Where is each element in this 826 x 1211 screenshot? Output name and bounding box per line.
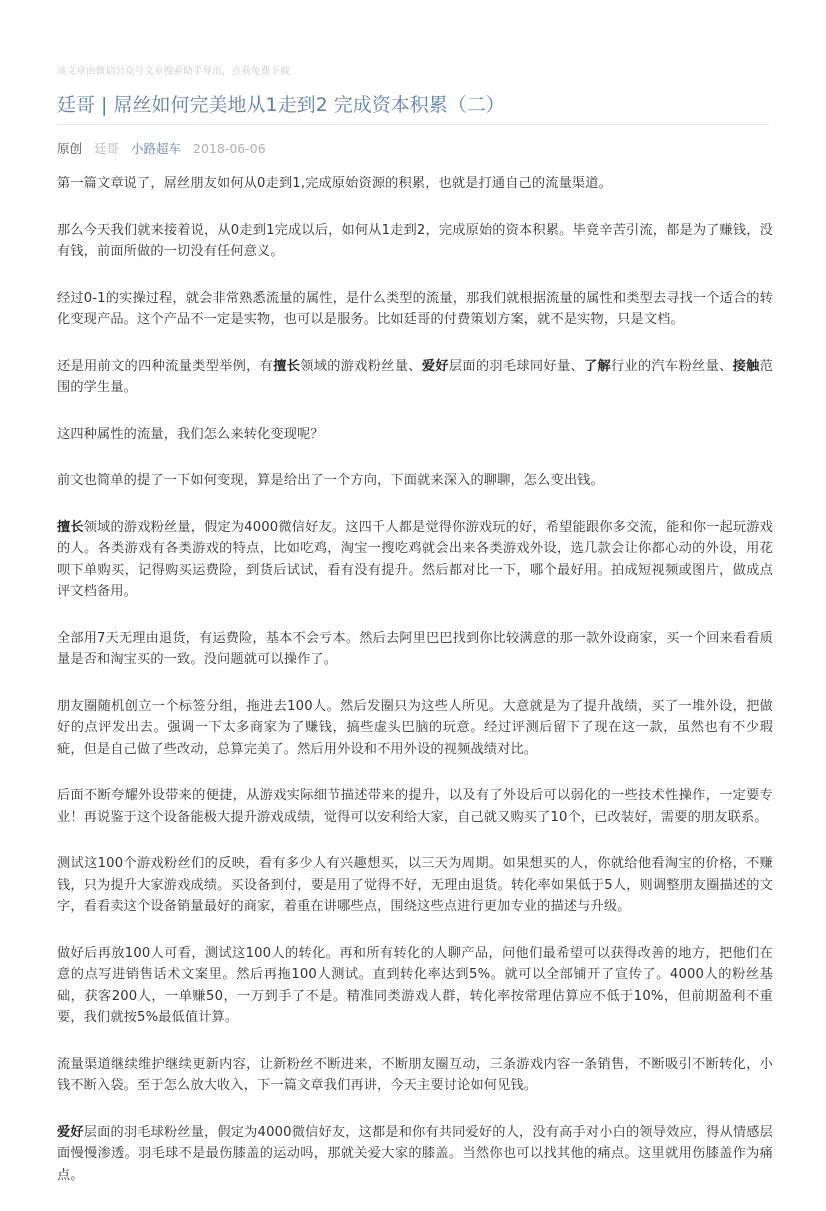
paragraph-10: 后面不断夸耀外设带来的便捷，从游戏实际细节描述带来的提升，以及有了外设后可以弱化的一些技术性操作，一定要专业！再说鉴于这个设备能极大提升游戏成绩，觉得可以安利给大家，自己就又购买了10个，已改装好，需要的朋友联系。 [57,788,773,825]
keyword-hobby: 爱好 [57,1124,84,1140]
paragraph-5: 这四种属性的流量，我们怎么来转化变现呢？ [57,426,324,442]
title-divider [57,124,769,125]
article-title: 廷哥 | 屌丝如何完美地从1走到2 完成资本积累（二） [57,94,505,116]
paragraph-7 [57,517,773,603]
paragraph-14 [57,1122,773,1187]
paragraph-3: 经过0-1的实操过程，就会非常熟悉流量的属性，是什么类型的流量，那我们就根据流量的属性和类型去寻找一个适合的转化变现产品。这个产品不一定是实物，也可以是服务。比如廷哥的付费策划方案，就不是实物，只是文档。 [57,290,773,327]
paragraph-4-text: 行业的汽车粉丝量、 [611,358,733,374]
paragraph-12: 做好后再放100人可看，测试这100人的转化。再和所有转化的人聊产品，问他们最希望可以获得改善的地方，把他们在意的点写进销售话术文案里。然后再拖100人测试。直到转化率达到5%。就可以全部铺开了宣传了。4000人的粉丝基础，获客200人，一单赚50，一万到手了不是。精准同类游戏人群，转化率按常理估算应不低于10%，但前期盈利不重要，我们就按5%最低值计算。 [57,945,773,1025]
paragraph-9: 朋友圈随机创立一个标签分组，拖进去100人。然后发圈只为这些人所见。大意就是为了提升战绩，买了一堆外设，把做好的点评发出去。强调一下太多商家为了赚钱，搞些虚头巴脑的玩意。经过评测后留下了现在这一款，虽然也有不少瑕疵，但是自己做了些改动，总算完美了。然后用外设和不用外设的视频战绩对比。 [57,698,773,757]
paragraph-4-text: 领域的游戏粉丝量、 [300,358,422,374]
keyword-good-at: 擅长 [273,358,301,374]
article-meta [57,140,274,158]
original-tag: 原创 [57,141,83,156]
keyword-hobby: 爱好 [421,358,449,374]
paragraph-13: 流量渠道继续维护继续更新内容，让新粉丝不断进来，不断朋友圈互动，三条游戏内容一条销售，不断吸引不断转化，小钱不断入袋。至于怎么放大收入，下一篇文章我们再讲，今天主要讨论如何见钱。 [57,1056,773,1093]
export-notice-link[interactable]: 该文章由微信公众号文章搜索助手导出，点我免费下载 [57,66,290,77]
keyword-contact: 接触 [732,358,760,374]
keyword-understand: 了解 [583,358,612,374]
paragraph-7-text: 领域的游戏粉丝量，假定为4000微信好友。这四千人都是觉得你游戏玩的好，希望能跟你多交流，能和你一起玩游戏的人。各类游戏有各类游戏的特点，比如吃鸡，淘宝一搜吃鸡就会出来各类游戏外设，选几款会让你都心动的外设，用花呗下单购买，记得购买运费险，到货后试试，看有没有提升。然后都对比一下，哪个最好用。拍成短视频或图片，做成点评文档备用。 [57,519,773,599]
paragraph-4-text: 层面的羽毛球同好量、 [448,358,584,374]
publish-date: 2018-06-06 [193,141,266,156]
paragraph-4-text: 还是用前文的四种流量类型举例，有 [57,358,274,374]
keyword-good-at: 擅长 [57,519,84,535]
article-body [57,173,773,1211]
paragraph-4 [57,356,773,399]
paragraph-4-text: 范围的学生量。 [57,358,773,395]
paragraph-1: 第一篇文章说了，屌丝朋友如何从0走到1,完成原始资源的积累，也就是打通自己的流量渠道。 [57,176,612,191]
paragraph-14-text: 层面的羽毛球粉丝量，假定为4000微信好友，这都是和你有共同爱好的人，没有高手对小白的领导效应，得从情感层面慢慢渗透。羽毛球不是最伤膝盖的运动吗，那就关爱大家的膝盖。当然你也可以找其他的痛点。这里就用伤膝盖作为痛点。 [57,1124,773,1183]
paragraph-6: 前文也简单的提了一下如何变现，算是给出了一个方向，下面就来深入的聊聊，怎么变出钱。 [57,473,604,488]
paragraph-2: 那么今天我们就来接着说，从0走到1完成以后，如何从1走到2，完成原始的资本积累。毕竟辛苦引流，都是为了赚钱，没有钱，前面所做的一切没有任何意义。 [57,222,773,259]
paragraph-11: 测试这100个游戏粉丝们的反映，看有多少人有兴趣想买，以三天为周期。如果想买的人，你就给他看淘宝的价格，不赚钱，只为提升大家游戏成绩。买设备到付，要是用了觉得不好，无理由退货。转化率如果低于5人，则调整朋友圈描述的文字，看看卖这个设备销量最好的商家，着重在讲哪些点，围绕这些点进行更加专业的描述与升级。 [57,856,773,914]
author-name: 廷哥 [94,141,120,156]
paragraph-8: 全部用7天无理由退货，有运费险，基本不会亏本。然后去阿里巴巴找到你比较满意的那一款外设商家，买一个回来看看质量是否和淘宝买的一致。没问题就可以操作了。 [57,630,773,667]
account-link[interactable]: 小路超车 [131,141,182,156]
